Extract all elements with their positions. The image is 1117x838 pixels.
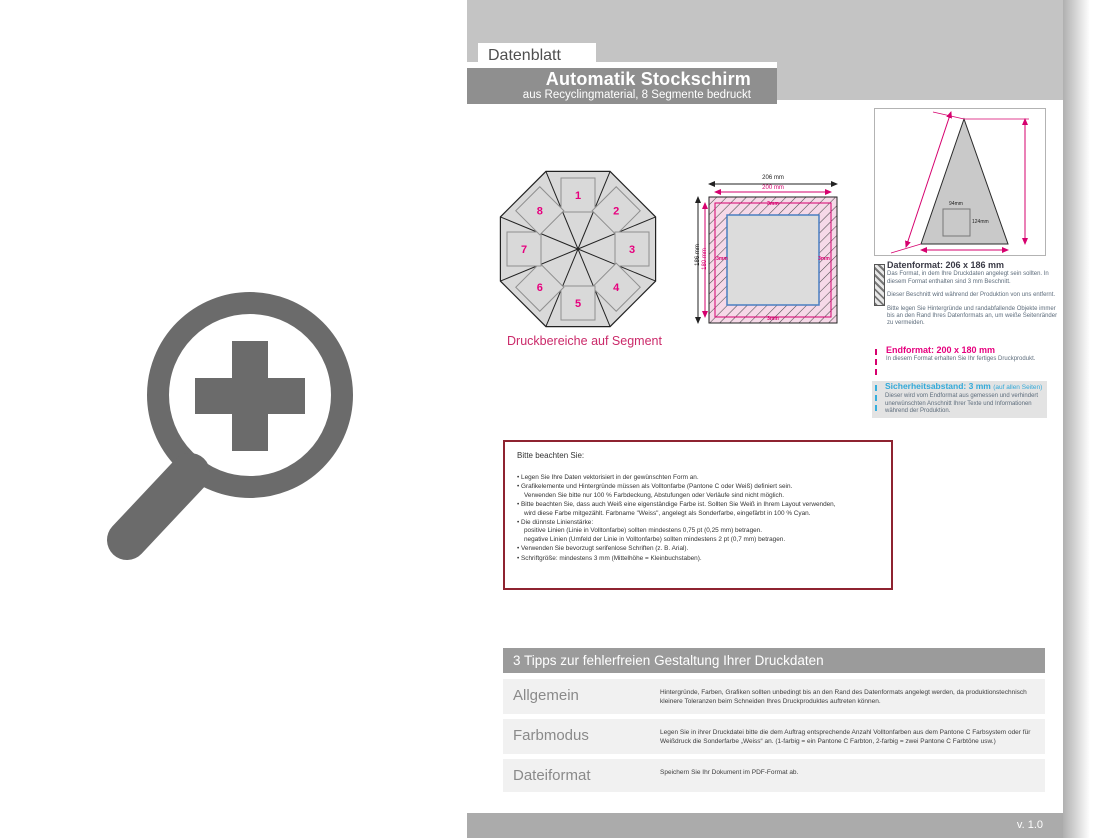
bleed-label-bottom: 3mm (767, 316, 779, 322)
datenformat-text-3: Bitte legen Sie Hintergründe und randabfallende Objekte immer bis an den Rand Ihres Datenformats an, um weiße Seitenränder zu vermeiden. (887, 305, 1058, 327)
notice-bullet: • Legen Sie Ihre Daten vektorisiert in der gewünschten Form an. (517, 474, 879, 482)
safety-marker (875, 385, 877, 411)
tip-label: Allgemein (513, 687, 579, 704)
tips-rows (503, 679, 1045, 797)
header-band-right (777, 0, 1063, 100)
title-band (467, 68, 777, 104)
endformat-marker (875, 349, 877, 375)
bleed-label-right: 3mm (818, 256, 830, 262)
umbrella-octagon-diagram (492, 163, 664, 335)
page-subtitle: aus Recyclingmaterial, 8 Segmente bedruckt (522, 89, 751, 101)
datenformat-text-1: Das Format, in dem Ihre Druckdaten angelegt sein sollten. In diesem Format enthalten sind 3 mm Beschnitt. (887, 271, 1049, 285)
tip-row (503, 759, 1045, 792)
safety-title: Sicherheitsabstand: 3 mm (885, 381, 991, 391)
notice-title: Bitte beachten Sie: (517, 451, 585, 460)
segment-diagram-box (874, 108, 1046, 256)
logo-area-height: 124mm (972, 219, 989, 225)
dim-label-outer-width: 206 mm (762, 175, 784, 181)
tips-header: 3 Tipps zur fehlerfreien Gestaltung Ihrer Druckdaten (503, 648, 1045, 673)
page-title: Automatik Stockschirm (545, 69, 751, 89)
safety-block (885, 383, 1043, 416)
segment-number: 3 (628, 243, 636, 256)
tip-label: Dateiformat (513, 767, 591, 784)
zoom-in-icon[interactable] (95, 275, 395, 585)
dim-label-inner-width: 200 mm (762, 185, 784, 191)
notice-list (517, 474, 879, 563)
bleed-label-top: 3mm (767, 201, 779, 207)
tip-text: Speichern Sie Ihr Dokument im PDF-Format ab. (660, 769, 799, 776)
dim-label-outer-height: 186 mm (695, 244, 701, 266)
endformat-text: In diesem Format erhalten Sie Ihr fertiges Druckprodukt. (886, 356, 1036, 363)
version-label: v. 1.0 (1016, 819, 1043, 831)
bleed-label-left: 3mm (716, 256, 728, 262)
tip-row (503, 679, 1045, 714)
segment-number: 1 (574, 189, 582, 202)
datenformat-block (887, 262, 1059, 334)
page-shadow (1063, 0, 1090, 838)
datasheet-page (467, 0, 1063, 838)
notice-bullet: • Grafikelemente und Hintergründe müssen als Volltonfarbe (Pantone C oder Weiß) definiert sein. Verwenden Sie bitte nur 100 % Farbdeckung, Abstufungen oder Verläufe sind nicht möglich. (517, 483, 879, 500)
segment-number: 8 (536, 205, 543, 218)
safety-text: Dieser wird vom Endformat aus gemessen und verhindert unerwünschten Anschnitt Ihrer Texte und Informationen während der Produktion. (885, 393, 1039, 415)
datenformat-text-2: Dieser Beschnitt wird während der Produktion von uns entfernt. (887, 292, 1056, 299)
notice-bullet: • Bitte beachten Sie, dass auch Weiß eine eigenständige Farbe ist. Sollten Sie Weiß in Ihrem Layout verwenden, wird diese Farbe mitgezählt. Farbname "Weiss", angelegt als Sonderfarbe, eingefärbt in 100 % Cyan. (517, 501, 879, 518)
extension-line-base (891, 244, 921, 253)
datenformat-title: Datenformat: 206 x 186 mm (887, 260, 1005, 270)
endformat-block (886, 347, 1058, 364)
tip-text: Hintergründe, Farben, Grafiken sollten unbedingt bis an den Rand des Datenformats angelegt werden, da produktionstechnisch kleinere Toleranzen beim Schneiden Ihres Druckproduktes auftreten können. (660, 689, 1027, 705)
tip-label: Farbmodus (513, 727, 589, 744)
page-tab: Datenblatt (478, 43, 596, 68)
safety-area (727, 215, 819, 305)
tip-row (503, 719, 1045, 754)
octagon-caption: Druckbereiche auf Segment (507, 334, 662, 348)
segment-number: 5 (574, 297, 582, 310)
tip-text: Legen Sie in ihrer Druckdatei bitte die dem Auftrag entsprechende Anzahl Volltonfarben aus dem Pantone C Farbsystem oder für Weißdruck die Sonderfarbe „Weiss“ an. (1-farbig = ein Pantone C Farbton, 2-farbig = zwei Pantone C Farbtöne usw.) (660, 729, 1031, 745)
safety-title-suffix: (auf allen Seiten) (993, 384, 1043, 391)
segment-number: 2 (613, 205, 620, 218)
magnifier-handle (127, 473, 190, 540)
segment-number: 7 (520, 243, 528, 256)
logo-area-width: 94mm (949, 201, 963, 207)
endformat-title: Endformat: 200 x 180 mm (886, 345, 996, 355)
format-diagram (692, 172, 847, 334)
segment-triangle (921, 119, 1008, 244)
footer-bar (467, 813, 1063, 838)
segment-number: 4 (613, 282, 620, 295)
notice-bullet: • Die dünnste Linienstärke: positive Linien (Linie in Volltonfarbe) sollten mindestens 0,75 pt (0,25 mm) betragen. negative Linien (Umfeld der Linie in Volltonfarbe) sollten mindestens 2 pt (0,7 mm) betragen. (517, 519, 879, 544)
notice-box (503, 440, 893, 590)
plus-icon-vertical (232, 341, 268, 451)
notice-bullet: • Verwenden Sie bevorzugt serifenlose Schriften (z. B. Arial). (517, 545, 879, 553)
dim-label-inner-height: 180 mm (702, 248, 708, 270)
bleed-pattern-icon (874, 264, 885, 306)
segment-number: 6 (536, 282, 543, 295)
notice-bullet: • Schriftgröße: mindestens 3 mm (Mittelhöhe = Kleinbuchstaben). (517, 555, 879, 563)
